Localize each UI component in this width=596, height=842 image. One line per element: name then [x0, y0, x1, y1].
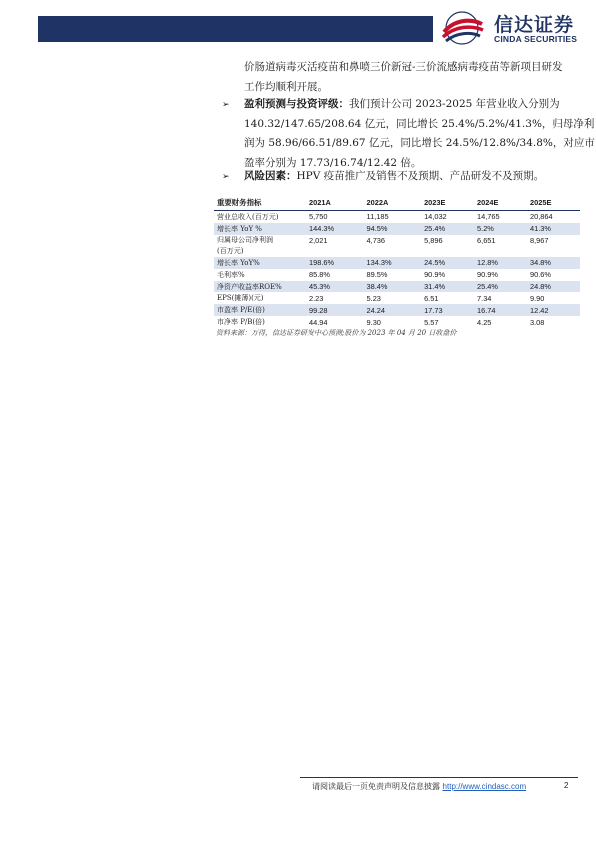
table-row	[214, 211, 580, 223]
row-label: 净资产收益率ROE%	[214, 281, 306, 293]
table-cell: 25.4%	[421, 223, 474, 235]
table-cell: 94.5%	[364, 223, 422, 235]
row-label: 市净率 P/B(倍)	[217, 318, 265, 327]
forecast-line-1: 我们预计公司 2023-2025 年营业收入分别为	[349, 98, 560, 110]
table-cell: 134.3%	[364, 257, 422, 269]
table-cell: 90.9%	[477, 270, 498, 280]
page-number: 2	[564, 781, 569, 790]
row-label: 增长率 YoY%	[214, 257, 306, 269]
table-cell: 12.8%	[474, 257, 527, 269]
table-header-cell: 重要财务指标	[214, 195, 306, 211]
table-row	[214, 281, 580, 293]
table-cell: 8,967	[530, 235, 549, 245]
row-label: 毛利率%	[217, 270, 245, 279]
arrow-bullet-icon: ➢	[222, 100, 230, 110]
table-cell: 90.9%	[424, 270, 446, 280]
table-cell: 89.5%	[366, 270, 388, 280]
row-label: 营业总收入(百万元)	[217, 212, 279, 221]
footer	[312, 781, 526, 792]
forecast-paragraph	[244, 95, 595, 173]
table-cell: 5.57	[424, 317, 439, 327]
forecast-line-2: 140.32/147.65/208.64 亿元，同比增长 25.4%/5.2%/41.3%，归母净利	[244, 117, 595, 130]
risk-text: HPV 疫苗推广及销售不及预期、产品研发不及预期。	[296, 170, 545, 182]
table-header-cell: 2022A	[364, 195, 422, 211]
table-cell: 24.5%	[421, 257, 474, 269]
header-bar	[38, 16, 433, 42]
website-link[interactable]: http://www.cindasc.com	[442, 782, 527, 791]
table-row	[214, 223, 580, 235]
row-label: EPS(摊薄)(元)	[217, 294, 264, 303]
logo-chinese-text: 信达证券	[494, 14, 575, 36]
table-cell: 6,651	[477, 235, 496, 245]
logo-english-text: CINDA SECURITIES	[494, 34, 578, 44]
table-cell: 25.4%	[474, 281, 527, 293]
table-cell: 2,021	[309, 235, 328, 245]
table-cell: 38.4%	[364, 281, 422, 293]
table-cell: 4,736	[366, 235, 386, 245]
table-cell: 31.4%	[421, 281, 474, 293]
table-cell	[421, 246, 474, 257]
table-cell: 198.6%	[306, 257, 364, 269]
table-cell: 4.25	[477, 317, 492, 327]
table-row	[214, 235, 580, 246]
table-row	[214, 304, 580, 316]
table-cell: 5,750	[309, 212, 328, 222]
table-cell	[306, 246, 364, 257]
table-cell: 7.34	[477, 293, 492, 303]
row-label: 市盈率 P/E(倍)	[214, 304, 306, 316]
intro-line-2: 工作均顺利开展。	[244, 80, 328, 93]
table-cell: 16.74	[474, 304, 527, 316]
table-cell: 3.08	[530, 317, 545, 327]
table-row	[214, 246, 580, 257]
table-cell: 14,765	[477, 212, 500, 222]
footer-divider	[300, 777, 578, 778]
risk-lead: 风险因素：	[244, 170, 297, 182]
table-cell: 99.28	[306, 304, 364, 316]
table-cell: 11,185	[366, 212, 389, 222]
row-label: 归属母公司净利润	[217, 236, 273, 245]
table-cell: 5,896	[424, 235, 443, 245]
source-note: 资料来源：万得，信达证券研发中心预测;股价为 2023 年 04 月 20 日收盘价	[216, 329, 457, 337]
financial-indicators-table	[214, 195, 580, 328]
table-header-cell: 2023E	[421, 195, 474, 211]
table-cell: 5.2%	[474, 223, 527, 235]
disclaimer-text: 请阅读最后一页免责声明及信息披露	[312, 782, 440, 791]
table-cell	[364, 246, 422, 257]
table-cell	[474, 246, 527, 257]
row-label: 增长率 YoY %	[214, 223, 306, 235]
table-header-cell: 2025E	[527, 195, 580, 211]
table-cell: 44.94	[309, 317, 328, 327]
table-cell: 9.90	[530, 293, 545, 303]
forecast-lead: 盈利预测与投资评级：	[244, 98, 349, 110]
table-cell: 17.73	[421, 304, 474, 316]
table-cell	[527, 246, 580, 257]
table-cell: 9.30	[366, 317, 381, 327]
intro-line-1: 价肠道病毒灭活疫苗和鼻喷三价新冠-三价流感病毒疫苗等新项目研发	[244, 61, 563, 73]
table-row	[214, 269, 580, 281]
forecast-line-4: 盈率分别为 17.73/16.74/12.42 倍。	[244, 156, 422, 169]
table-cell: 24.24	[364, 304, 422, 316]
cinda-globe-icon	[436, 10, 488, 46]
table-row	[214, 257, 580, 269]
table-cell: 144.3%	[306, 223, 364, 235]
intro-paragraph	[244, 58, 578, 97]
forecast-line-3: 润为 58.96/66.51/89.67 亿元，同比增长 24.5%/12.8%/34.8%，对应市	[244, 137, 595, 149]
table-cell: 24.8%	[527, 281, 580, 293]
table-cell: 12.42	[527, 304, 580, 316]
table-cell: 14,032	[424, 212, 447, 222]
table-cell: 20,864	[530, 212, 553, 222]
table-cell: 45.3%	[306, 281, 364, 293]
table-row	[214, 292, 580, 304]
table-cell: 6.51	[424, 293, 439, 303]
table-header-cell: 2021A	[306, 195, 364, 211]
table-cell: 41.3%	[527, 223, 580, 235]
arrow-bullet-icon: ➢	[222, 172, 230, 182]
table-row	[214, 316, 580, 328]
risk-paragraph	[244, 167, 578, 187]
table-cell: 5.23	[366, 293, 381, 303]
table-cell: 34.8%	[527, 257, 580, 269]
table-cell: 90.6%	[530, 270, 551, 280]
cinda-logo	[436, 8, 576, 48]
table-cell: 2.23	[309, 293, 324, 303]
table-cell: 85.8%	[309, 270, 330, 280]
row-label: (百万元)	[217, 247, 244, 256]
table-header-cell: 2024E	[474, 195, 527, 211]
table-header-row	[214, 195, 580, 211]
